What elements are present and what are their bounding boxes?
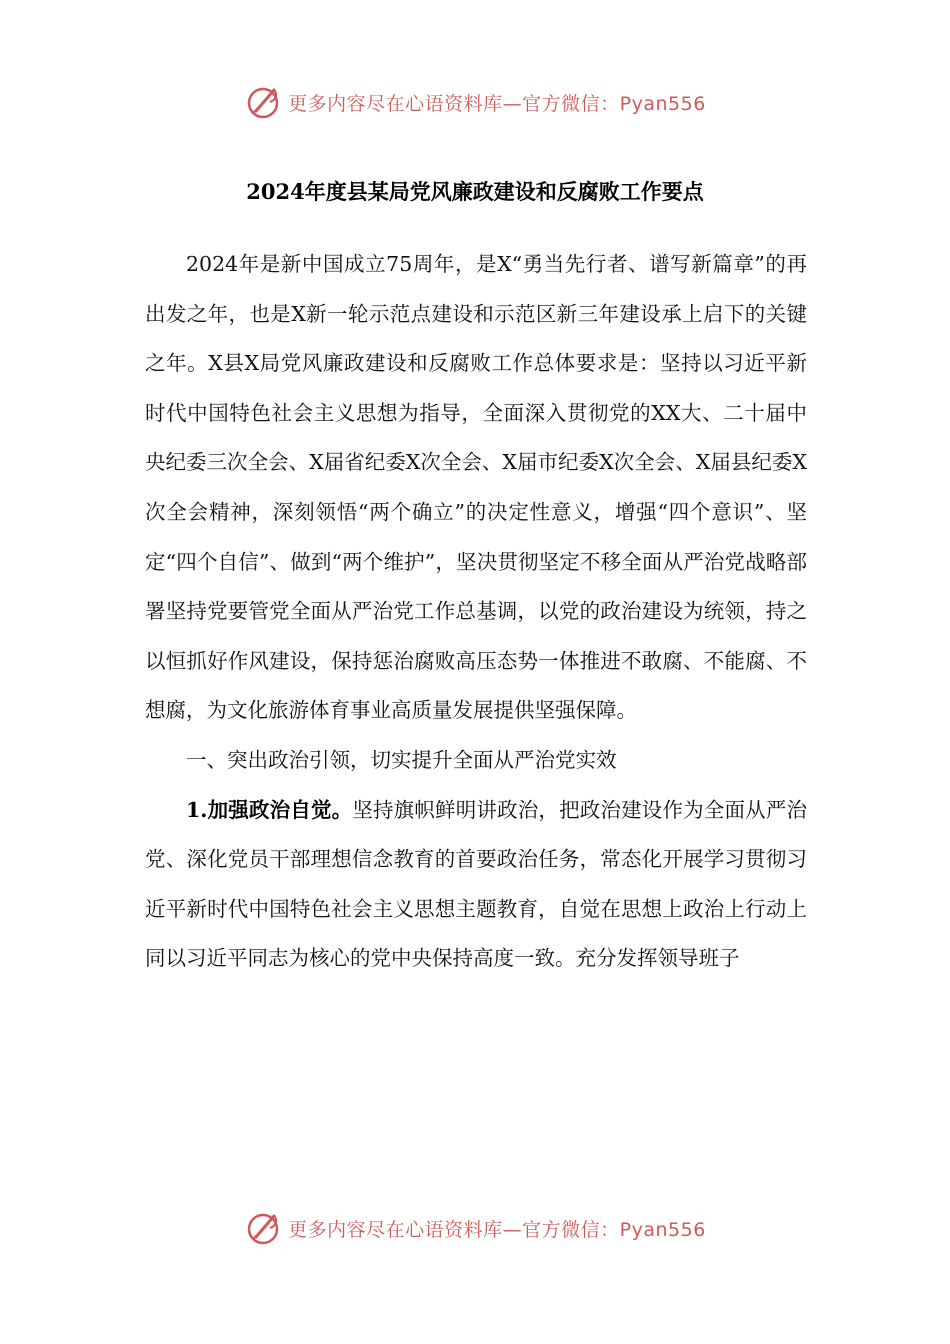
document-title: 2024年度县某局党风廉政建设和反腐败工作要点 <box>246 179 704 204</box>
quill-logo-icon <box>244 82 284 122</box>
document-body <box>145 240 807 984</box>
item-paragraph <box>145 786 807 984</box>
intro-paragraph: 2024年是新中国成立75周年，是X“勇当先行者、谱写新篇章”的再出发之年，也是X新一轮示范点建设和示范区新三年建设承上启下的关键之年。X县X局党风廉政建设和反腐败工作总体要求是：坚持以习近平新时代中国特色社会主义思想为指导，全面深入贯彻党的XX大、二十届中央纪委三次全会、X届省纪委X次全会、X届市纪委X次全会、X届县纪委X次全会精神，深刻领悟“两个确立”的决定性意义，增强“四个意识”、坚定“四个自信”、做到“两个维护”，坚决贯彻坚定不移全面从严治党战略部署坚持党要管党全面从严治党工作总基调，以党的政治建设为统领，持之以恒抓好作风建设，保持惩治腐败高压态势一体推进不敢腐、不能腐、不想腐，为文化旅游体育事业高质量发展提供坚强保障。 <box>145 252 807 723</box>
watermark-banner-top <box>0 82 950 122</box>
section-heading: 一、突出政治引领，切实提升全面从严治党实效 <box>186 747 617 772</box>
item-lead: 1.加强政治自觉。 <box>186 797 353 822</box>
watermark-text-top: 更多内容尽在心语资料库—官方微信：Pyan556 <box>288 92 706 115</box>
item-text: 坚持旗帜鲜明讲政治，把政治建设作为全面从严治党、深化党员干部理想信念教育的首要政治任务，常态化开展学习贯彻习近平新时代中国特色社会主义思想主题教育，自觉在思想上政治上行动上同以习近平同志为核心的党中央保持高度一致。充分发挥领导班子 <box>145 797 807 971</box>
watermark-text-bottom: 更多内容尽在心语资料库—官方微信：Pyan556 <box>288 1218 706 1241</box>
quill-logo-icon <box>244 1208 284 1248</box>
watermark-banner-bottom <box>0 1208 950 1248</box>
